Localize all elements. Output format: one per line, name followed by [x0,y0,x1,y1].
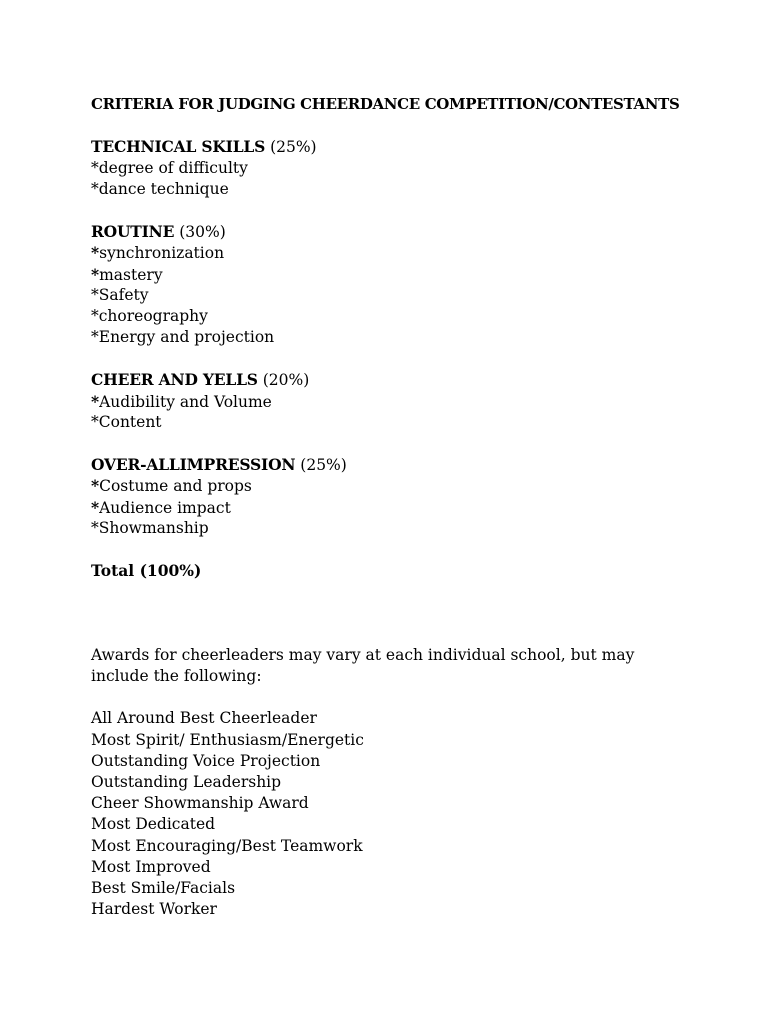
spacer [91,624,691,645]
section-heading [91,221,691,242]
spacer [91,687,691,708]
total-score: Total (100%) [91,561,202,581]
section-weight: (20%) [262,371,310,390]
spacer [91,581,691,602]
section-heading [91,136,691,157]
spacer [91,200,691,221]
criteria-text: degree of difficulty [98,158,248,177]
section-weight: (25%) [270,138,317,157]
criteria-item [91,264,691,285]
award-item: Most Dedicated [91,815,216,834]
bullet-star: * [91,264,100,284]
criteria-item [91,412,691,433]
spacer [91,115,691,136]
bullet-star: * [91,391,100,411]
bullet-star: * [91,328,99,347]
awards-list [91,708,691,920]
criteria-text: mastery [99,265,163,284]
spacer [91,539,691,560]
criteria-item [91,158,691,179]
criteria-text: synchronization [99,244,225,263]
award-item: Best Smile/Facials [91,878,236,897]
bullet-star: * [91,243,100,263]
criteria-item [91,242,691,263]
criteria-item [91,327,691,348]
document-body [91,94,691,920]
award-item: Cheer Showmanship Award [91,794,309,813]
criteria-item [91,285,691,306]
section-title: OVER-ALLIMPRESSION [91,455,296,475]
awards-intro: Awards for cheerleaders may vary at each individual school, but may include the following: [91,645,635,686]
bullet-star: * [91,412,99,431]
spacer [91,433,691,454]
award-item: Most Improved [91,857,211,876]
bullet-star: * [91,158,99,177]
document-title: CRITERIA FOR JUDGING CHEERDANCE COMPETITION/CONTESTANTS [91,95,680,113]
spacer [91,348,691,369]
bullet-star: * [91,179,99,198]
criteria-item [91,306,691,327]
criteria-section-technical-skills [91,136,691,200]
criteria-text: Costume and props [99,477,252,496]
criteria-text: Audience impact [99,498,231,517]
section-weight: (25%) [300,456,347,475]
criteria-section-routine [91,221,691,348]
bullet-star: * [91,476,100,496]
criteria-text: dance technique [98,179,229,198]
award-item: Outstanding Voice Projection [91,751,321,770]
award-item: Most Encouraging/Best Teamwork [91,836,363,855]
criteria-text: choreography [98,306,208,325]
criteria-item [91,475,691,496]
bullet-star: * [91,306,99,325]
criteria-text: Safety [98,285,149,304]
award-item: All Around Best Cheerleader [91,709,317,728]
criteria-item [91,518,691,539]
section-heading [91,369,691,390]
award-item: Outstanding Leadership [91,773,282,792]
criteria-text: Energy and projection [98,328,275,347]
criteria-text: Showmanship [98,518,209,537]
award-item: Most Spirit/ Enthusiasm/Energetic [91,730,364,749]
section-title: CHEER AND YELLS [91,370,258,390]
criteria-text: Content [98,412,162,431]
spacer [91,603,691,624]
criteria-text: Audibility and Volume [99,392,272,411]
criteria-item [91,179,691,200]
section-title: ROUTINE [91,222,175,242]
bullet-star: * [91,518,99,537]
bullet-star: * [91,497,100,517]
criteria-section-cheer-and-yells [91,369,691,433]
criteria-item [91,497,691,518]
criteria-item [91,391,691,412]
section-title: TECHNICAL SKILLS [91,137,266,157]
criteria-section-over-all-impression [91,454,691,539]
section-heading [91,454,691,475]
award-item: Hardest Worker [91,900,217,919]
bullet-star: * [91,285,99,304]
section-weight: (30%) [179,223,226,242]
